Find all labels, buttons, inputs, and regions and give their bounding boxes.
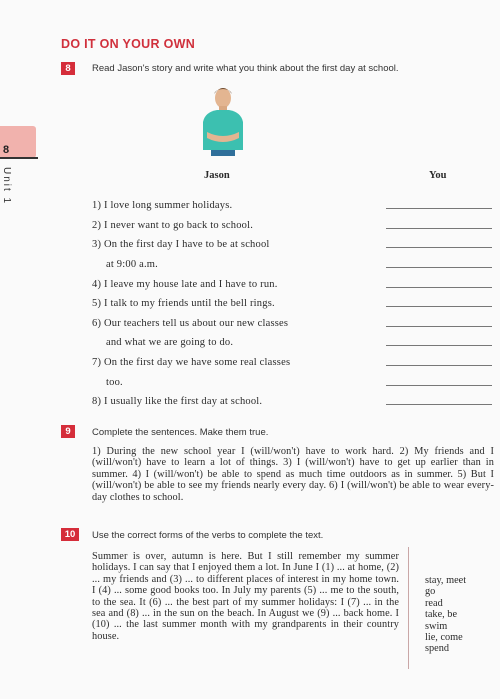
answer-line[interactable] [386,228,492,229]
exercise-8-badge: 8 [61,62,75,75]
page-divider [0,157,38,159]
statement-line: at 9:00 a.m. [106,259,158,270]
statement-line: 7) On the first day we have some real classes [92,357,291,368]
answer-line[interactable] [386,306,492,307]
answer-line[interactable] [386,365,492,366]
exercise-9-instruction: Complete the sentences. Make them true. [92,427,269,438]
verb-list-item: go [425,586,436,598]
verb-list-item: stay, meet [425,575,467,586]
statement-line: 1) I love long summer holidays. [92,200,233,211]
statement-line: and what we are going to do. [106,337,234,348]
answer-line[interactable] [386,345,492,346]
exercise-10-instruction: Use the correct forms of the verbs to complete the text. [92,530,324,541]
answer-line[interactable] [386,267,492,268]
column-header-jason: Jason [204,170,230,181]
exercise-9-text: 1) During the new school year I (will/won't) have to work hard. 2) My friends and I (will/won't) have to learn a lot of things. 3) I (will/won't) have to get up earlier than in summer. 4) I (will/won't) be able to spend as much time outdoors as in summer. 5) But I (will/won't) be able to see my friends nearly every day. 6) I (will/won't) be able to wear every-day clothes to school. [92,446,494,503]
exercise-9-badge: 9 [61,425,75,438]
verb-list-item: spend [425,643,450,655]
statement-line: 8) I usually like the first day at school. [92,396,263,407]
unit-label: Unit 1 [1,167,12,206]
answer-line[interactable] [386,287,492,288]
statement-line: too. [106,377,123,388]
exercise-8-instruction: Read Jason's story and write what you think about the first day at school. [92,63,399,74]
page-number: 8 [3,144,10,156]
exercise-10-badge: 10 [61,528,79,541]
answer-line[interactable] [386,385,492,386]
statement-line: 5) I talk to my friends until the bell rings. [92,298,275,309]
jason-illustration [197,84,249,156]
statement-line: 6) Our teachers tell us about our new classes [92,318,289,329]
section-heading: DO IT ON YOUR OWN [61,37,196,51]
answer-line[interactable] [386,326,492,327]
exercise-10-text: Summer is over, autumn is here. But I still remember my summer holidays. I can say that I enjoyed them a lot. In June I (1) ... at home, (2) ... my friends and (3) ... to different places of interest in my home town. I (4) ... some good books too. In July my parents (5) ... me to the south, to the sea. It (6) ... the best part of my summer holidays: I (7) ... in the sea and (8) ... in the sun on the beach. In August we (9) ... back home. I (10) ... the last summer month with my grandparents in their country house. [92,551,399,642]
statement-line: 3) On the first day I have to be at school [92,239,270,250]
statement-line: 2) I never want to go back to school. [92,220,254,231]
verb-box-divider [408,547,409,669]
verb-list-item: read [425,597,443,609]
answer-line[interactable] [386,247,492,248]
answer-line[interactable] [386,208,492,209]
column-header-you: You [429,170,447,181]
verb-list-item: swim [425,620,448,632]
verb-list-item: lie, come [425,632,463,644]
answer-line[interactable] [386,404,492,405]
verb-list-item: take, be [425,609,458,621]
statement-line: 4) I leave my house late and I have to run. [92,279,278,290]
verb-list [425,575,466,655]
